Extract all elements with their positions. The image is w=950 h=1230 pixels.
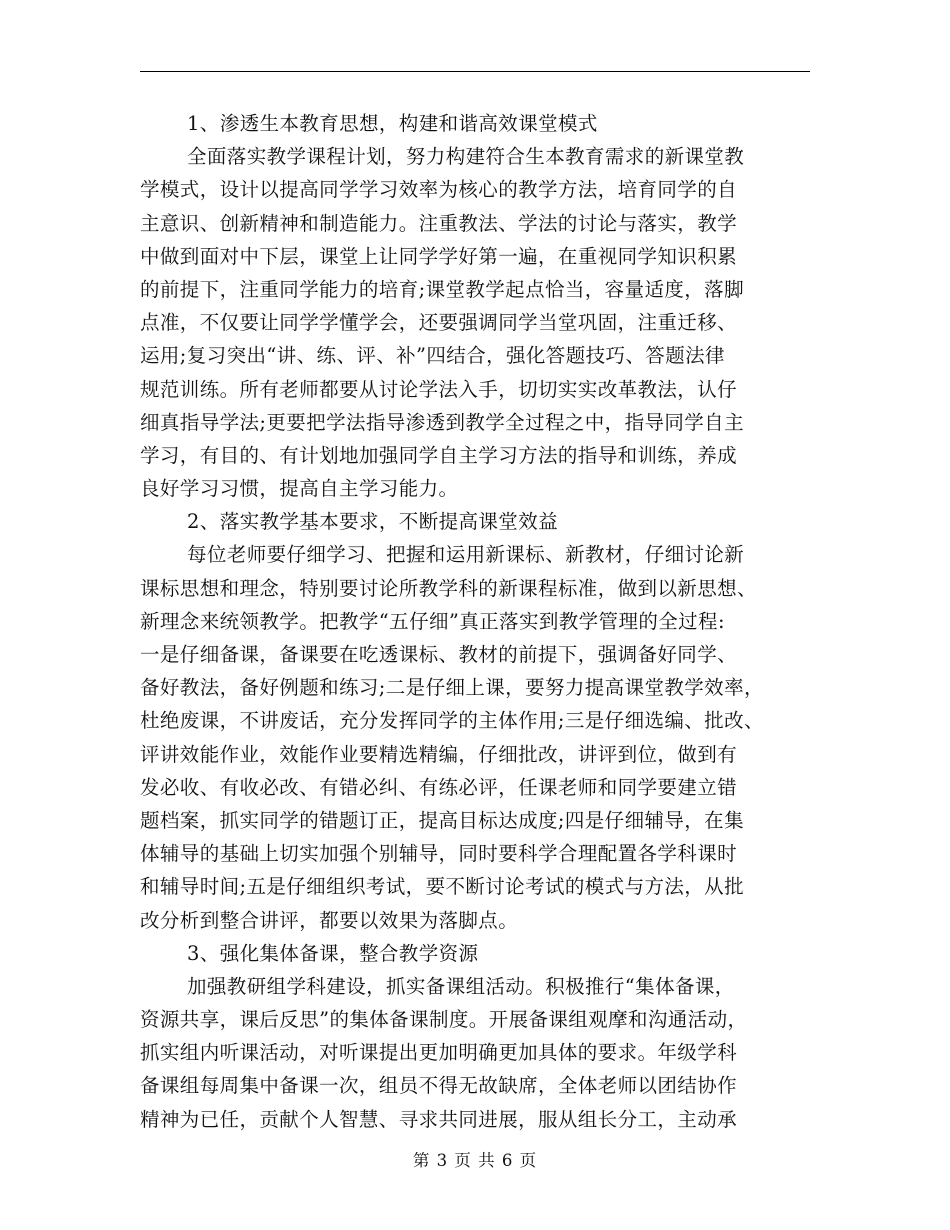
document-body xyxy=(140,107,812,1136)
paragraph-line: 细真指导学法;更要把学法指导渗透到教学全过程之中，指导同学自主 xyxy=(140,410,744,434)
paragraph-line: 备课组每周集中备课一次，组员不得无故缺席，全体老师以团结协作 xyxy=(140,1074,738,1098)
paragraph-line: 体辅导的基础上切实加强个别辅导，同时要科学合理配置各学科课时 xyxy=(140,842,738,866)
paragraph-line: 杜绝废课，不讲废话，充分发挥同学的主体作用;三是仔细选编、批改、 xyxy=(140,709,764,733)
paragraph-line: 主意识、创新精神和制造能力。注重教法、学法的讨论与落实，教学 xyxy=(140,211,738,235)
paragraph-line: 改分析到整合讲评，都要以效果为落脚点。 xyxy=(140,908,519,932)
paragraph-line: 全面落实教学课程计划，努力构建符合生本教育需求的新课堂教 xyxy=(187,145,745,169)
header-rule xyxy=(140,71,810,72)
section-heading: 2、落实教学基本要求，不断提高课堂效益 xyxy=(187,510,559,534)
paragraph-line: 资源共享，课后反思”的集体备课制度。开展备课组观摩和沟通活动， xyxy=(140,1008,748,1032)
paragraph-line: 加强教研组学科建设，抓实备课组活动。积极推行“集体备课， xyxy=(187,974,735,998)
paragraph-line: 备好教法，备好例题和练习;二是仔细上课，要努力提高课堂教学效率， xyxy=(140,676,764,700)
page-number-footer: 第 3 页 共 6 页 xyxy=(412,1151,538,1170)
paragraph-line: 规范训练。所有老师都要从讨论学法入手，切切实实改革教法，认仔 xyxy=(140,377,738,401)
paragraph-line: 精神为已任，贡献个人智慧、寻求共同进展，服从组长分工，主动承 xyxy=(140,1107,738,1131)
paragraph-line: 点准，不仅要让同学学懂学会，还要强调同学当堂巩固，注重迁移、 xyxy=(140,311,738,335)
paragraph-line: 中做到面对中下层，课堂上让同学学好第一遍，在重视同学知识积累 xyxy=(140,244,738,268)
paragraph-line: 题档案，抓实同学的错题订正，提高目标达成度;四是仔细辅导，在集 xyxy=(140,808,744,832)
paragraph-line: 运用;复习突出“讲、练、评、补”四结合，强化答题技巧、答题法律 xyxy=(140,344,725,368)
section-heading: 1、渗透生本教育思想，构建和谐高效课堂模式 xyxy=(187,112,598,135)
paragraph-line: 课标思想和理念，特别要讨论所教学科的新课程标准，做到以新思想、 xyxy=(140,576,757,600)
paragraph-line: 学习，有目的、有计划地加强同学自主学习方法的指导和训练，养成 xyxy=(140,443,738,467)
paragraph-line: 抓实组内听课活动，对听课提出更加明确更加具体的要求。年级学科 xyxy=(140,1041,738,1065)
paragraph-line: 和辅导时间;五是仔细组织考试，要不断讨论考试的模式与方法，从批 xyxy=(140,875,744,899)
paragraph-line: 一是仔细备课，备课要在吃透课标、教材的前提下，强调备好同学、 xyxy=(140,643,738,666)
paragraph-line: 发必收、有收必改、有错必纠、有练必评，任课老师和同学要建立错 xyxy=(140,775,738,799)
paragraph-line: 学模式，设计以提高同学学习效率为核心的教学方法，培育同学的自 xyxy=(140,178,738,202)
paragraph-line: 每位老师要仔细学习、把握和运用新课标、新教材，仔细讨论新 xyxy=(187,543,745,567)
paragraph-line: 评讲效能作业，效能作业要精选精编，仔细批改，讲评到位，做到有 xyxy=(140,742,738,766)
paragraph-line: 新理念来统领教学。把教学“五仔细”真正落实到教学管理的全过程: xyxy=(140,609,725,633)
section-heading: 3、强化集体备课，整合教学资源 xyxy=(187,941,479,965)
paragraph-line: 的前提下，注重同学能力的培育;课堂教学起点恰当，容量适度，落脚 xyxy=(140,277,744,301)
paragraph-line: 良好学习习惯，提高自主学习能力。 xyxy=(140,477,459,501)
